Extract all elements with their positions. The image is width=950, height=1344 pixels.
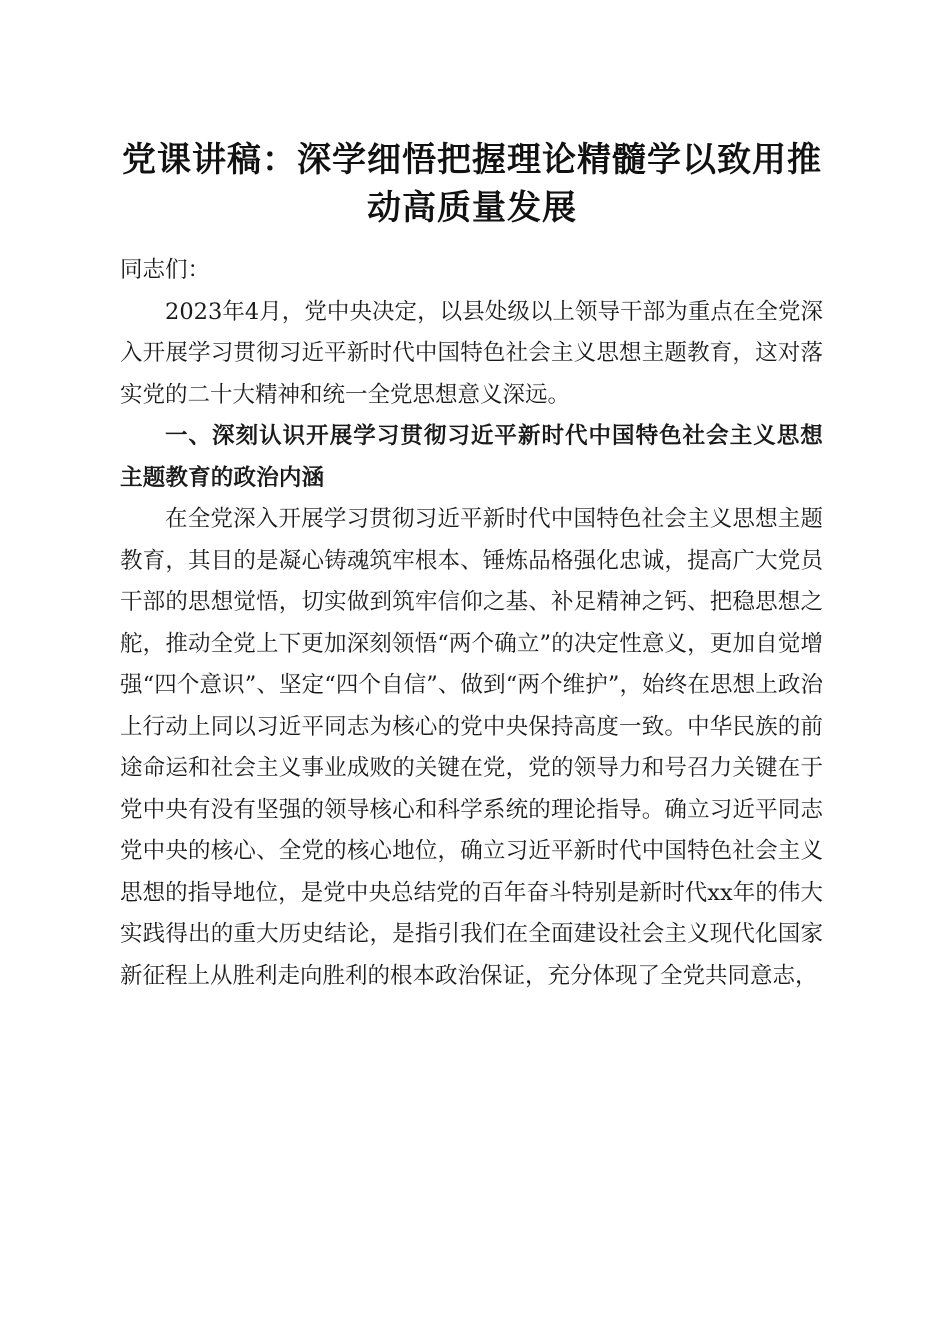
section-heading-1: 一、深刻认识开展学习贯彻习近平新时代中国特色社会主义思想主题教育的政治内涵 (120, 423, 823, 491)
section-1-paragraph: 在全党深入开展学习贯彻习近平新时代中国特色社会主义思想主题教育，其目的是凝心铸魂筑牢根本、锤炼品格强化忠诚，提高广大党员干部的思想觉悟，切实做到筑牢信仰之基、补足精神之钙、把稳思想之舵，推动全党上下更加深刻领悟“两个确立”的决定性意义，更加自觉增强“四个意识”、坚定“四个自信”、做到“两个维护”，始终在思想上政治上行动上同以习近平同志为核心的党中央保持高度一致。中华民族的前途命运和社会主义事业成败的关键在党，党的领导力和号召力关键在于党中央有没有坚强的领导核心和科学系统的理论指导。确立习近平同志党中央的核心、全党的核心地位，确立习近平新时代中国特色社会主义思想的指导地位，是党中央总结党的百年奋斗特别是新时代xx年的伟大实践得出的重大历史结论，是指引我们在全面建设社会主义现代化国家新征程上从胜利走向胜利的根本政治保证，充分体现了全党共同意志， (120, 506, 823, 989)
intro-paragraph: 2023年4月，党中央决定，以县处级以上领导干部为重点在全党深入开展学习贯彻习近平新时代中国特色社会主义思想主题教育，这对落实党的二十大精神和统一全党思想意义深远。 (120, 298, 823, 408)
salutation: 同志们： (120, 257, 211, 283)
document-title: 党课讲稿：深学细悟把握理论精髓学以致用推动高质量发展 (122, 140, 822, 228)
document-body (120, 250, 823, 997)
